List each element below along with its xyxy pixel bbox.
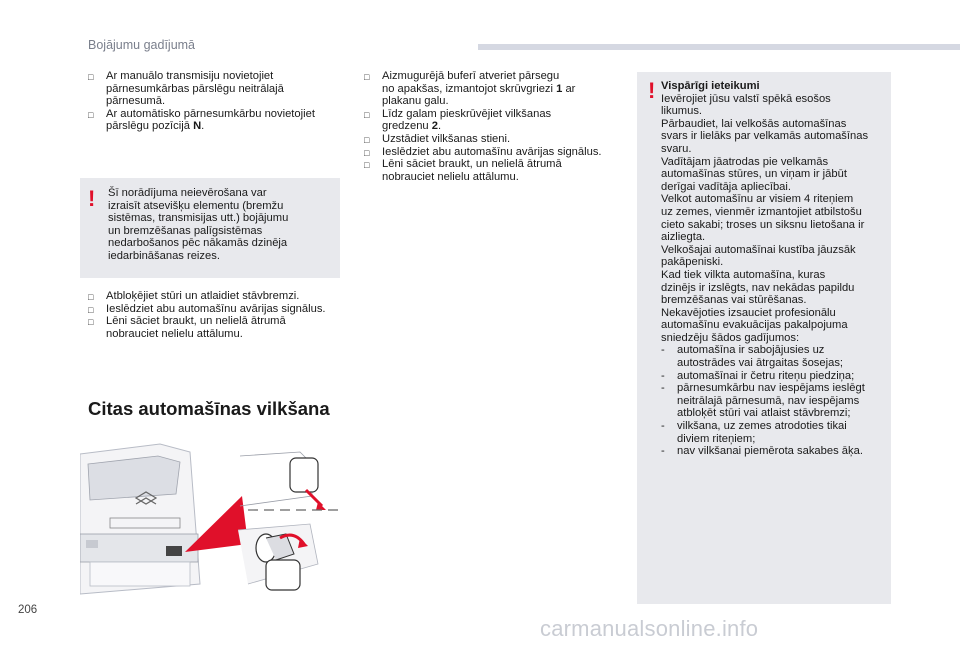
list-item: - automašīnai ir četru riteņu piedziņa; [661,369,855,382]
list-item: □ Uzstādiet vilkšanas stieni. [364,132,511,145]
list-item: - vilkšana, uz zemes atrodoties tikai diviem riteņiem; [661,420,847,445]
section-heading: Citas automašīnas vilkšana [88,398,330,419]
checkbox-square-icon: □ [364,134,370,145]
checkbox-square-icon: □ [364,109,370,120]
middle-column [364,70,634,183]
towing-eye-illustration [80,434,360,604]
watermark: carmanualsonline.info [540,616,759,641]
checkbox-square-icon: □ [88,304,94,315]
exclamation-icon: ! [648,78,656,103]
checkbox-square-icon: □ [88,292,94,302]
general-advice-panel: ! Vispārīgi ieteikumi Ievērojiet jūsu valstī spēkā esošos likumus. Pārbaudiet, lai velkošās automašīnas svars ir lielāks par velkamās automašīnas svaru. Vadītājam jāatrodas pie velkamās automašīnas stūres, un viņam ir jābūt derīgai vadītāja apliecībai. Velkot automašīnu ar visiem 4 riteņiem uz zemes, vienmēr izmantojiet atbilstošu cieto sakabi; troses un siksnu lietošana ir aizliegta. Velkošajai automašīnai kustība jāuzsāk pakāpeniski. Kad tiek vilkta automašīna, kuras dzinējs ir izslēgts, nav nekādas papildu bremzēšanas vai stūrēšanas. Nekavējoties izsauciet profesionālu automašīnu evakuācijas pakalpojuma sniedzēju šādos gadījumos: - automašīna ir sabojājusies uz autostrādes vai ātrgaitas šosejas; - automašīnai ir četru riteņu piedziņa; - pārnesumkārbu nav iespējams ieslēgt neitrālajā pārnesumā, nav iespējams atbloķēt stūri vai atlaist stāvbremzi; - vilkšana, uz zemes atrodoties tikai diviem riteņiem; - nav vilkšanai piemērota sakabes āķa. [637,72,891,604]
checkbox-square-icon: □ [88,109,94,120]
checkbox-square-icon: □ [364,72,370,82]
checkbox-square-icon: □ [364,147,370,158]
list-item: □ Lēni sāciet braukt, un nelielā ātrumā nobrauciet nelielu attālumu. [364,158,562,183]
exclamation-icon: ! [88,186,96,211]
list-item: □ Ieslēdziet abu automašīnu avārijas signālus. [88,302,326,315]
checkbox-square-icon: □ [88,317,94,328]
list-item: □ Ieslēdziet abu automašīnu avārijas signālus. [364,145,602,158]
panel-title: Vispārīgi ieteikumi [661,80,760,92]
tow-ring-drawing [238,524,318,590]
header-bar [478,44,960,50]
list-item: - pārnesumkārbu nav iespējams ieslēgt neitrālajā pārnesumā, nav iespējams atbloķēt stūri vai atlaist stāvbremzi; [661,382,865,420]
list-item: - automašīna ir sabojājusies uz autostrādes vai ātrgaitas šosejas; [661,344,844,370]
warning-text: Šī norādījuma neievērošana var izraisīt atsevišķu elementu (bremžu sistēmas, transmisijas utt.) bojājumu un bremzēšanas palīgsistēmas nedarbošanos pēc nākamās dzinēja iedarbināšanas reizes. [108,187,289,262]
checkbox-square-icon: □ [364,160,370,171]
list-item: □ Ar manuālo transmisiju novietojiet pārnesumkārbas pārslēgu neitrālajā pārnesumā. [88,70,284,108]
page-section-title: Bojājumu gadījumā [88,38,196,52]
list-item: - nav vilkšanai piemērota sakabes āķa. [661,445,863,458]
left-column-bottom [88,290,348,340]
list-item: □ Līdz galam pieskrūvējiet vilkšanas gredzenu 2. [364,107,552,133]
bumper-cover-drawing [240,452,326,510]
list-item: □ Aizmugurējā buferī atveriet pārsegu no apakšas, izmantojot skrūvgriezi 1 ar plakanu galu. [364,70,576,108]
checkbox-square-icon: □ [88,72,94,82]
list-item: □ Atbloķējiet stūri un atlaidiet stāvbremzi. [88,290,300,302]
left-column-top [88,70,343,133]
warning-box [80,178,340,278]
car-rear-drawing [80,444,200,594]
list-item: □ Ar automātisko pārnesumkārbu novietojiet pārslēgu pozīcijā N. [88,107,315,133]
list-item: □ Lēni sāciet braukt, un nelielā ātrumā nobrauciet nelielu attālumu. [88,315,286,340]
page-number: 206 [18,604,38,616]
